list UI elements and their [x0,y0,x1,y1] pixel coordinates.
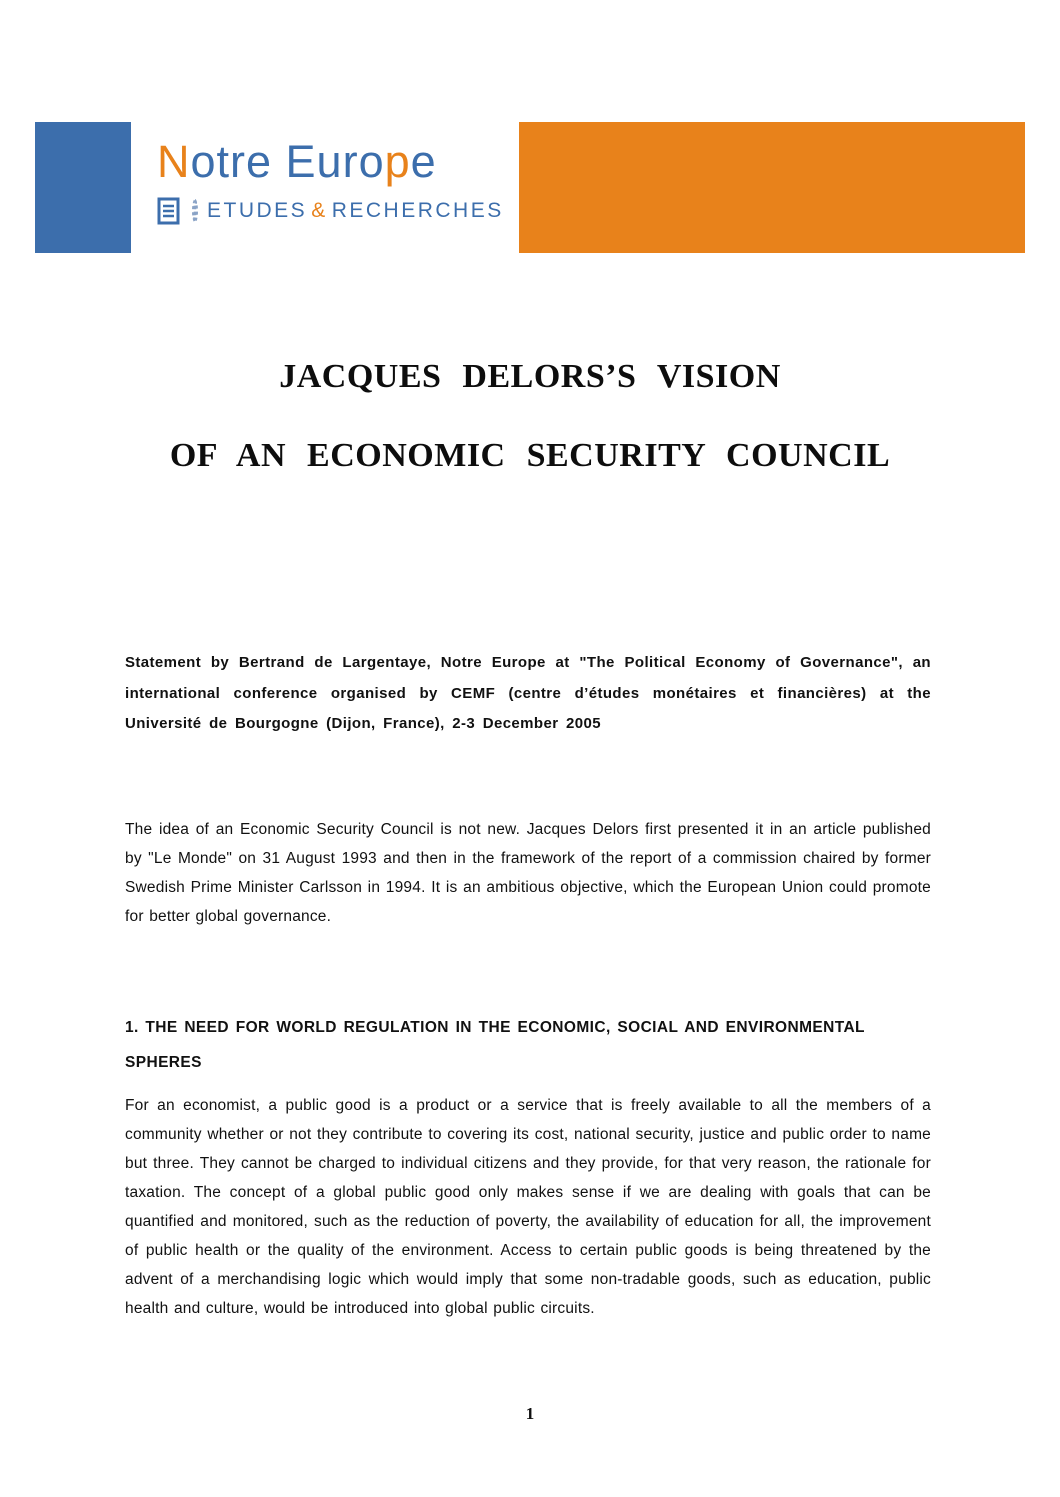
title-line-1: JACQUES DELORS’S VISION [279,358,781,395]
notre-europe-logo [131,122,504,253]
logo-subtitle-row [157,197,504,225]
brand-wordmark [157,136,500,188]
subtitle-ampersand: & [311,199,328,222]
document-title [0,358,1060,516]
brand-mid: otre Euro [190,136,385,187]
header-orange-block [519,122,1025,253]
intro-paragraph: The idea of an Economic Security Council is not new. Jacques Delors first presented it in an article published by "Le Monde" on 31 August 1993 and then in the framework of the report of a commission chaired by former Swedish Prime Minister Carlsson in 1994. It is an ambitious objective, which the European Union could promote for better global governance. [125,820,931,925]
section-1-heading: 1. THE NEED FOR WORLD REGULATION IN THE ECONOMIC, SOCIAL AND ENVIRONMENTAL SPHERES [125,1018,865,1071]
title-line-2: OF AN ECONOMIC SECURITY COUNCIL [169,437,891,474]
eu-stars-icon [192,199,198,223]
page-number: 1 [525,1404,535,1423]
header-blue-block [35,122,131,253]
subtitle-etudes: ETUDES [207,199,308,222]
section-1-body: For an economist, a public good is a product or a service that is freely available to all the members of a community whether or not they contribute to covering its cost, national security, justice and public order to name but three. They cannot be charged to individual citizens and they provide, for that very reason, the rationale for taxation. The concept of a global public good only makes sense if we are dealing with goals that can be quantified and monitored, such as the reduction of poverty, the availability of education for all, the improvement of public health or the quality of the environment. Access to certain public goods is being threatened by the advent of a merchandising logic which would imply that some non-tradable goods, such as education, public health and culture, would be introduced into global public circuits. [125,1096,931,1317]
statement-paragraph: Statement by Bertrand de Largentaye, Notre Europe at "The Political Economy of Governance", an international conference organised by CEMF (centre d’études monétaires et financières) at the Université de Bourgogne (Dijon, France), 2-3 December 2005 [125,654,931,732]
brand-end: e [410,136,437,187]
book-icon [157,197,183,225]
brand-letter-n: N [157,136,191,187]
brand-letter-p: p [384,136,411,187]
logo-subtitle [207,199,504,223]
subtitle-recherches: RECHERCHES [331,199,504,222]
